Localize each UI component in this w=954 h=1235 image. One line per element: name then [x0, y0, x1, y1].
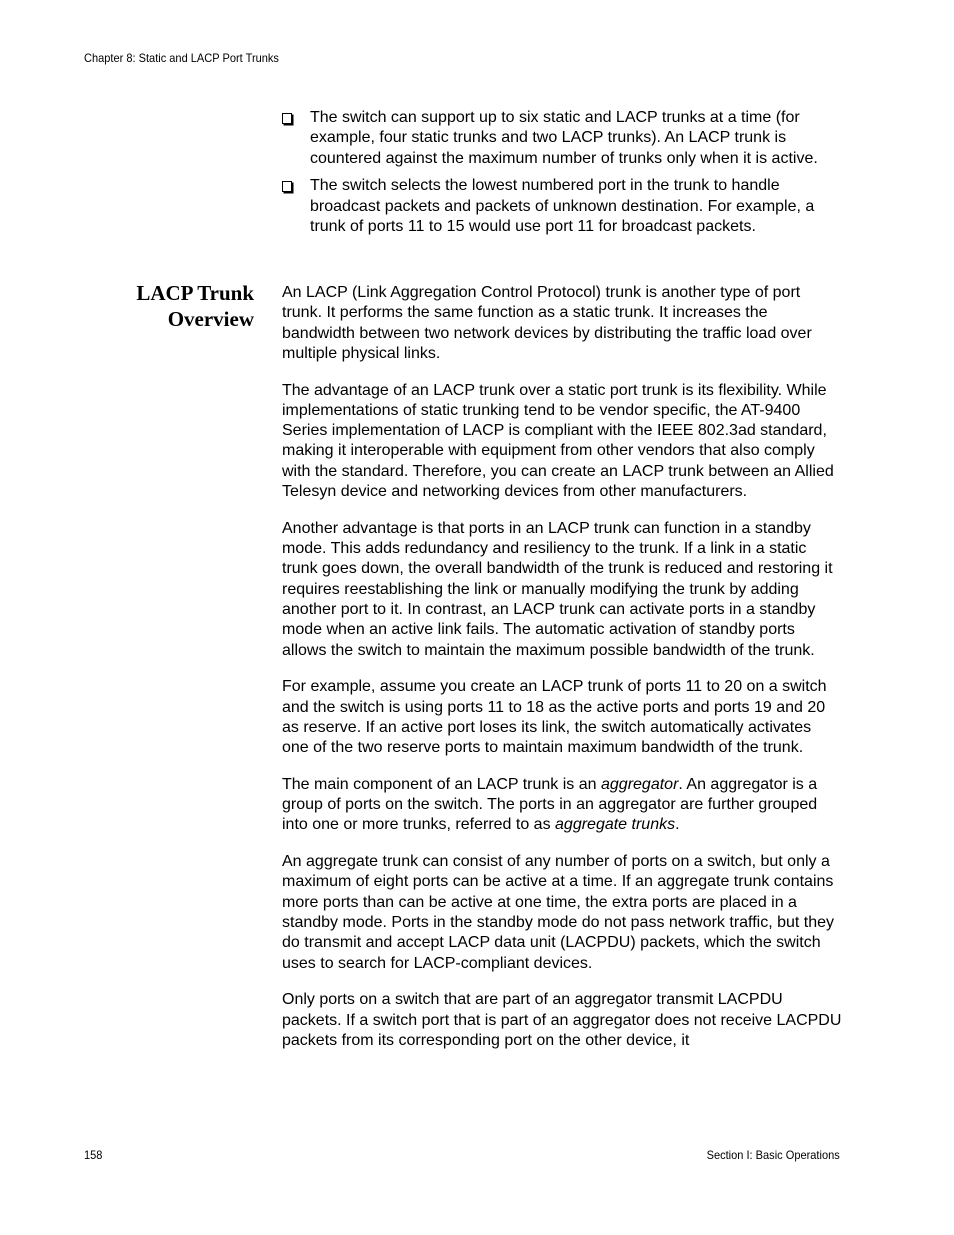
bullet-text: The switch can support up to six static and LACP trunks at a time (for example, four static trunks and two LACP trunks). An LACP trunk is countered against the maximum number of trunks only when it is active.	[310, 109, 818, 167]
paragraph: The advantage of an LACP trunk over a static port trunk is its flexibility. While implementations of static trunking tend to be vendor specific, the AT-9400 Series implementation of LACP is compliant with the IEEE 802.3ad standard, making it interoperable with equipment from other vendors that also comply with the standard. Therefore, you can create an LACP trunk between an Allied Telesyn device and networking devices from other manufacturers.	[282, 381, 834, 501]
paragraph-aggregator	[282, 775, 842, 836]
text-run: . An aggregator is a group of ports on the switch. The ports in an aggregator are further grouped into one or more trunks, referred to as	[282, 775, 818, 834]
section-heading	[84, 280, 254, 332]
checkbox-bullet-icon	[282, 113, 292, 124]
paragraph: For example, assume you create an LACP trunk of ports 11 to 20 on a switch and the switch is using ports 11 to 18 as the active ports and ports 19 and 20 as reserve. If an active port loses its link, the switch automatically activates one of the two reserve ports to maintain maximum bandwidth of the trunk.	[282, 678, 827, 757]
term-aggregate-trunks: aggregate trunks	[555, 816, 676, 834]
body-text	[282, 283, 842, 1068]
paragraph: An LACP (Link Aggregation Control Protocol) trunk is another type of port trunk. It performs the same function as a static trunk. It increases the bandwidth between two network devices by distributing the traffic load over multiple physical links.	[282, 284, 812, 362]
paragraph: Another advantage is that ports in an LACP trunk can function in a standby mode. This adds redundancy and resiliency to the trunk. If a link in a static trunk goes down, the overall bandwidth of the trunk is reduced and restoring it requires reestablishing the link or manually modifying the trunk by adding another port to it. In contrast, an LACP trunk can activate ports in a standby mode when an active link fails. The automatic activation of standby ports allows the switch to maintain the maximum possible bandwidth of the trunk.	[282, 519, 833, 659]
text-run: The main component of an LACP trunk is an	[282, 775, 601, 793]
section-heading-line: Overview	[167, 307, 254, 331]
page-number: 158	[84, 1148, 103, 1162]
section-heading-line: LACP Trunk	[136, 281, 254, 305]
bullet-text: The switch selects the lowest numbered port in the trunk to handle broadcast packets and packets of unknown destination. For example, a trunk of ports 11 to 15 would use port 11 for broadcast packets.	[310, 177, 815, 236]
running-header: Chapter 8: Static and LACP Port Trunks	[84, 51, 279, 65]
footer-section-name: Section I: Basic Operations	[706, 1148, 840, 1162]
bullet-item	[282, 176, 842, 237]
bullet-list	[282, 108, 842, 244]
bullet-item	[282, 108, 842, 169]
term-aggregator: aggregator	[601, 775, 679, 793]
checkbox-bullet-icon	[282, 181, 292, 192]
paragraph: Only ports on a switch that are part of an aggregator transmit LACPDU packets. If a switch port that is part of an aggregator does not receive LACPDU packets from its corresponding port on the other device, it	[282, 991, 842, 1049]
paragraph: An aggregate trunk can consist of any number of ports on a switch, but only a maximum of eight ports can be active at a time. If an aggregate trunk contains more ports than can be active at one time, the extra ports are placed in a standby mode. Ports in the standby mode do not pass network traffic, but they do transmit and accept LACP data unit (LACPDU) packets, which the switch uses to search for LACP-compliant devices.	[282, 853, 835, 972]
text-run: .	[675, 816, 680, 834]
